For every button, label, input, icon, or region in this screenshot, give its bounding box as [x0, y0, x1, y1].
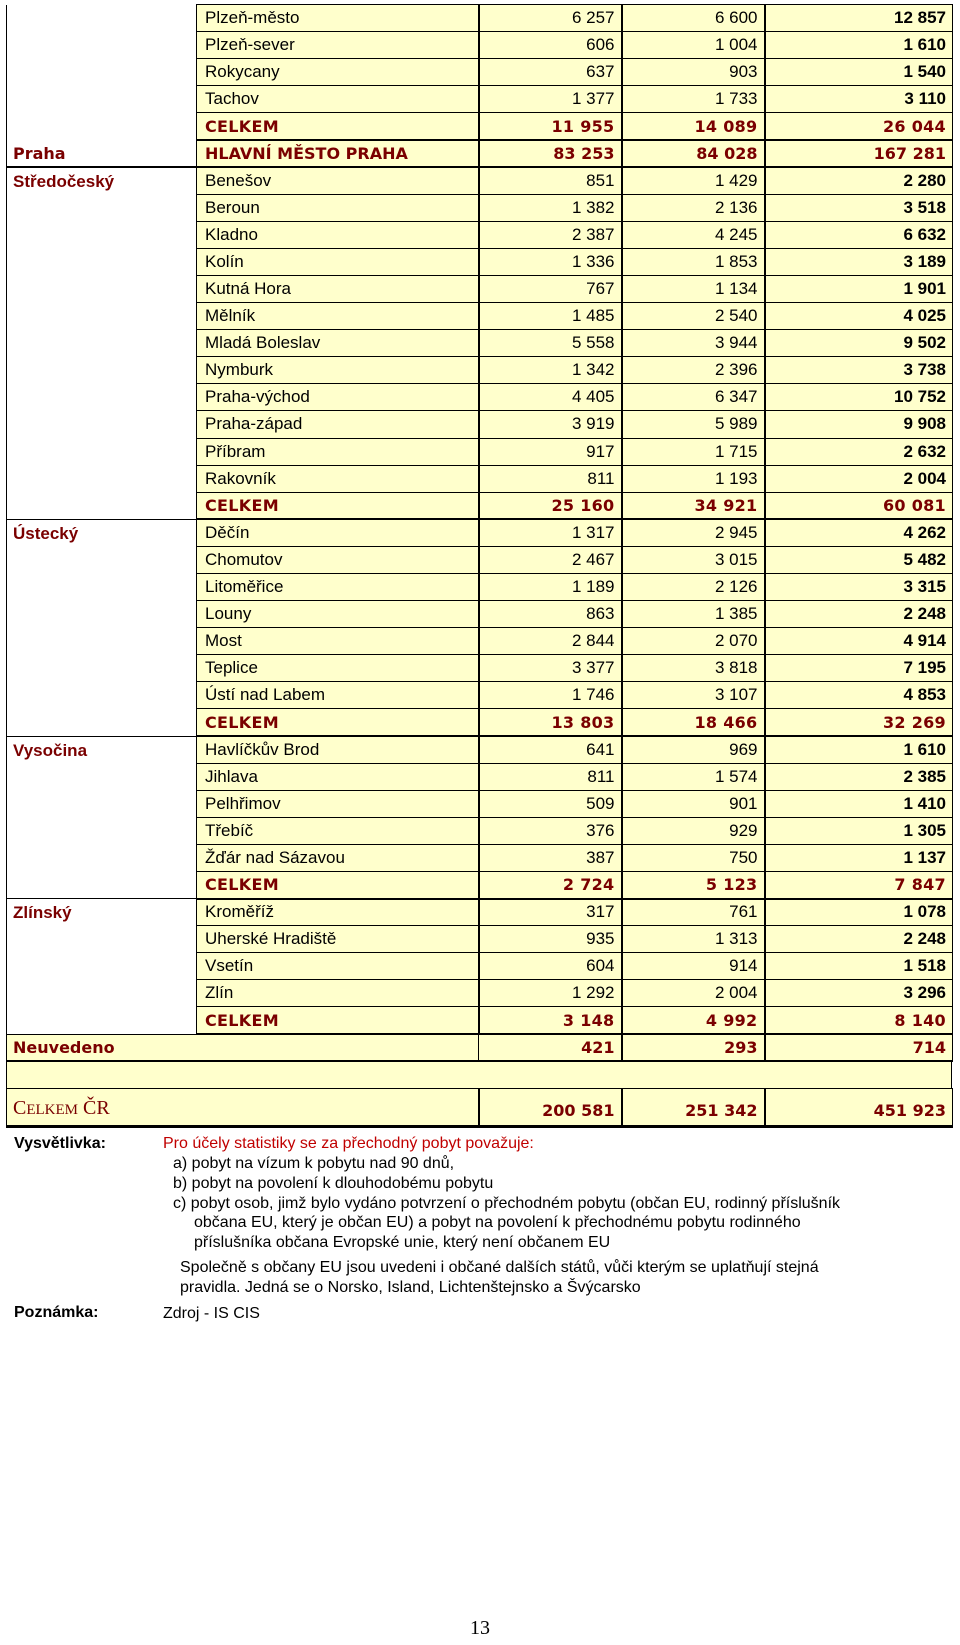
- value-col-3: 1 078: [765, 899, 953, 926]
- district-name: Praha-východ: [197, 384, 479, 411]
- value-col-1: 1 317: [479, 519, 622, 546]
- total-value-1: 25 160: [479, 492, 622, 519]
- value-col-1: 637: [479, 59, 622, 86]
- explanation-label: Vysvětlivka:: [14, 1135, 106, 1152]
- value-col-2: 903: [622, 59, 765, 86]
- value-col-3: 6 632: [765, 221, 953, 248]
- total-label: CELKEM: [197, 872, 479, 899]
- district-name: Litoměřice: [197, 573, 479, 600]
- total-value-3: 8 140: [765, 1007, 953, 1034]
- region-name: Středočeský: [7, 167, 197, 519]
- table-row: [7, 519, 953, 546]
- region-name: [7, 5, 197, 140]
- total-value-1: 13 803: [479, 709, 622, 736]
- value-col-1: 851: [479, 167, 622, 194]
- value-col-2: 1 134: [622, 275, 765, 302]
- grand-total-value-3: 451 923: [765, 1089, 953, 1127]
- district-name: Most: [197, 628, 479, 655]
- value-col-1: 509: [479, 790, 622, 817]
- eu-note-line-1: Společně s občany EU jsou uvedeni i občané dalších států, vůči kterým se uplatňují stejná: [180, 1259, 819, 1276]
- district-name: Louny: [197, 601, 479, 628]
- value-col-3: 3 110: [765, 86, 953, 113]
- explanation-item-c-line-3: příslušníka občana Evropské unie, který není občanem EU: [194, 1234, 611, 1251]
- value-col-3: 2 004: [765, 465, 953, 492]
- table-spacer: [6, 1062, 952, 1088]
- district-name: Třebíč: [197, 817, 479, 844]
- value-col-2: 2 126: [622, 573, 765, 600]
- district-name: Žďár nad Sázavou: [197, 844, 479, 871]
- value-col-3: 1 305: [765, 817, 953, 844]
- value-col-1: 5 558: [479, 330, 622, 357]
- total-value-3: 7 847: [765, 872, 953, 899]
- value-col-2: 750: [622, 844, 765, 871]
- value-col-3: 2 248: [765, 601, 953, 628]
- explanation-intro: Pro účely statistiky se za přechodný pobyt považuje:: [163, 1135, 534, 1152]
- value-col-3: 4 025: [765, 303, 953, 330]
- value-col-1: 387: [479, 844, 622, 871]
- value-col-2: 1 313: [622, 926, 765, 953]
- district-name: Mladá Boleslav: [197, 330, 479, 357]
- value-col-1: 1 336: [479, 248, 622, 275]
- value-col-1: 1 485: [479, 303, 622, 330]
- value-col-1: 1 292: [479, 980, 622, 1007]
- district-name: Teplice: [197, 655, 479, 682]
- table-row: [7, 899, 953, 926]
- district-name: Nymburk: [197, 357, 479, 384]
- district-name: Příbram: [197, 438, 479, 465]
- value-col-2: 901: [622, 790, 765, 817]
- region-name: Praha: [7, 140, 197, 167]
- value-col-1: 83 253: [479, 140, 622, 167]
- explanation-item-b: b) pobyt na povolení k dlouhodobému pobytu: [173, 1175, 494, 1192]
- value-col-3: 5 482: [765, 546, 953, 573]
- value-col-2: 1 193: [622, 465, 765, 492]
- value-col-3: 3 518: [765, 194, 953, 221]
- value-col-2: 293: [622, 1034, 765, 1061]
- value-col-1: 811: [479, 465, 622, 492]
- district-name: Tachov: [197, 86, 479, 113]
- value-col-2: 1 574: [622, 763, 765, 790]
- value-col-3: 4 853: [765, 682, 953, 709]
- value-col-3: 2 248: [765, 926, 953, 953]
- region-name: Vysočina: [7, 736, 197, 899]
- value-col-3: 10 752: [765, 384, 953, 411]
- value-col-3: 3 738: [765, 357, 953, 384]
- value-col-1: 1 382: [479, 194, 622, 221]
- value-col-1: 604: [479, 953, 622, 980]
- district-name: Uherské Hradiště: [197, 926, 479, 953]
- total-value-2: 5 123: [622, 872, 765, 899]
- value-col-2: 2 396: [622, 357, 765, 384]
- table-row: [7, 167, 953, 194]
- region-name: Zlínský: [7, 899, 197, 1034]
- total-value-1: 3 148: [479, 1007, 622, 1034]
- district-name: Děčín: [197, 519, 479, 546]
- value-col-2: 5 989: [622, 411, 765, 438]
- value-col-1: 317: [479, 899, 622, 926]
- grand-total-label-c: C: [13, 1097, 27, 1119]
- district-name: Plzeň-město: [197, 5, 479, 32]
- value-col-1: 6 257: [479, 5, 622, 32]
- value-col-3: 1 901: [765, 275, 953, 302]
- grand-total-label-cr: ČR: [83, 1097, 110, 1119]
- value-col-2: 929: [622, 817, 765, 844]
- total-value-3: 26 044: [765, 113, 953, 140]
- district-name: Rokycany: [197, 59, 479, 86]
- table-row: [7, 5, 953, 32]
- total-label: CELKEM: [197, 1007, 479, 1034]
- grand-total-value-1: 200 581: [479, 1089, 622, 1127]
- district-name: Havlíčkův Brod: [197, 736, 479, 763]
- value-col-3: 3 189: [765, 248, 953, 275]
- district-name: Ústí nad Labem: [197, 682, 479, 709]
- district-name: HLAVNÍ MĚSTO PRAHA: [197, 140, 479, 167]
- district-name: Plzeň-sever: [197, 32, 479, 59]
- region-name: Ústecký: [7, 519, 197, 736]
- value-col-2: 2 540: [622, 303, 765, 330]
- grand-total-value-2: 251 342: [622, 1089, 765, 1127]
- district-table: [6, 4, 953, 1062]
- value-col-1: 1 746: [479, 682, 622, 709]
- value-col-3: 7 195: [765, 655, 953, 682]
- value-col-1: 641: [479, 736, 622, 763]
- value-col-3: 1 518: [765, 953, 953, 980]
- value-col-3: 4 914: [765, 628, 953, 655]
- value-col-2: 4 245: [622, 221, 765, 248]
- district-name: Kladno: [197, 221, 479, 248]
- total-value-2: 4 992: [622, 1007, 765, 1034]
- total-value-2: 34 921: [622, 492, 765, 519]
- page-number: 13: [470, 1617, 490, 1639]
- total-value-2: 14 089: [622, 113, 765, 140]
- value-col-2: 2 136: [622, 194, 765, 221]
- value-col-3: 2 632: [765, 438, 953, 465]
- value-col-3: 1 540: [765, 59, 953, 86]
- value-col-1: 2 467: [479, 546, 622, 573]
- total-value-2: 18 466: [622, 709, 765, 736]
- explanation-item-a: a) pobyt na vízum k pobytu nad 90 dnů,: [173, 1155, 455, 1172]
- district-name: Kroměříž: [197, 899, 479, 926]
- note-label: Poznámka:: [14, 1304, 99, 1321]
- value-col-2: 2 070: [622, 628, 765, 655]
- value-col-1: 1 377: [479, 86, 622, 113]
- region-name: Neuvedeno: [7, 1034, 479, 1061]
- value-col-2: 1 429: [622, 167, 765, 194]
- district-name: Kutná Hora: [197, 275, 479, 302]
- total-value-3: 60 081: [765, 492, 953, 519]
- value-col-1: 935: [479, 926, 622, 953]
- value-col-2: 1 004: [622, 32, 765, 59]
- value-col-2: 3 015: [622, 546, 765, 573]
- value-col-2: 914: [622, 953, 765, 980]
- eu-note-line-2: pravidla. Jedná se o Norsko, Island, Lichtenštejnsko a Švýcarsko: [180, 1279, 641, 1296]
- district-name: Pelhřimov: [197, 790, 479, 817]
- value-col-3: 9 908: [765, 411, 953, 438]
- value-col-1: 1 342: [479, 357, 622, 384]
- value-col-2: 3 818: [622, 655, 765, 682]
- value-col-1: 2 387: [479, 221, 622, 248]
- value-col-3: 2 385: [765, 763, 953, 790]
- value-col-2: 3 944: [622, 330, 765, 357]
- value-col-3: 12 857: [765, 5, 953, 32]
- value-col-3: 3 296: [765, 980, 953, 1007]
- value-col-2: 761: [622, 899, 765, 926]
- value-col-2: 2 004: [622, 980, 765, 1007]
- value-col-1: 1 189: [479, 573, 622, 600]
- source-text: Zdroj - IS CIS: [163, 1305, 260, 1322]
- value-col-3: 4 262: [765, 519, 953, 546]
- value-col-1: 2 844: [479, 628, 622, 655]
- value-col-1: 3 919: [479, 411, 622, 438]
- district-name: Zlín: [197, 980, 479, 1007]
- value-col-3: 9 502: [765, 330, 953, 357]
- value-col-1: 421: [479, 1034, 622, 1061]
- value-col-1: 376: [479, 817, 622, 844]
- value-col-1: 917: [479, 438, 622, 465]
- table-row: [7, 140, 953, 167]
- value-col-2: 2 945: [622, 519, 765, 546]
- value-col-3: 1 610: [765, 736, 953, 763]
- value-col-3: 2 280: [765, 167, 953, 194]
- value-col-1: 3 377: [479, 655, 622, 682]
- total-value-1: 11 955: [479, 113, 622, 140]
- value-col-1: 863: [479, 601, 622, 628]
- value-col-2: 969: [622, 736, 765, 763]
- value-col-3: 3 315: [765, 573, 953, 600]
- total-value-1: 2 724: [479, 872, 622, 899]
- district-name: Benešov: [197, 167, 479, 194]
- value-col-2: 3 107: [622, 682, 765, 709]
- explanation-item-c-line-2: občana EU, který je občan EU) a pobyt na povolení k přechodnému pobytu rodinného: [194, 1214, 801, 1231]
- value-col-2: 6 600: [622, 5, 765, 32]
- value-col-3: 1 410: [765, 790, 953, 817]
- value-col-3: 1 610: [765, 32, 953, 59]
- table-row: [7, 1034, 953, 1061]
- value-col-2: 6 347: [622, 384, 765, 411]
- table-row: [7, 736, 953, 763]
- value-col-1: 4 405: [479, 384, 622, 411]
- value-col-1: 767: [479, 275, 622, 302]
- value-col-2: 1 733: [622, 86, 765, 113]
- district-name: Beroun: [197, 194, 479, 221]
- district-name: Chomutov: [197, 546, 479, 573]
- grand-total-label-elkem: ELKEM: [26, 1102, 79, 1118]
- value-col-2: 1 385: [622, 601, 765, 628]
- grand-total-label: [7, 1089, 479, 1127]
- explanation-item-c-line-1: c) pobyt osob, jimž bylo vydáno potvrzení o přechodném pobytu (občan EU, rodinný příslušník: [173, 1195, 841, 1212]
- value-col-1: 606: [479, 32, 622, 59]
- value-col-3: 714: [765, 1034, 953, 1061]
- value-col-3: 1 137: [765, 844, 953, 871]
- value-col-3: 167 281: [765, 140, 953, 167]
- total-label: CELKEM: [197, 709, 479, 736]
- total-label: CELKEM: [197, 492, 479, 519]
- district-name: Jihlava: [197, 763, 479, 790]
- district-name: Praha-západ: [197, 411, 479, 438]
- district-name: Vsetín: [197, 953, 479, 980]
- district-name: Rakovník: [197, 465, 479, 492]
- grand-total-row: [6, 1088, 953, 1128]
- value-col-2: 1 853: [622, 248, 765, 275]
- district-name: Mělník: [197, 303, 479, 330]
- district-name: Kolín: [197, 248, 479, 275]
- value-col-2: 84 028: [622, 140, 765, 167]
- total-label: CELKEM: [197, 113, 479, 140]
- value-col-2: 1 715: [622, 438, 765, 465]
- value-col-1: 811: [479, 763, 622, 790]
- total-value-3: 32 269: [765, 709, 953, 736]
